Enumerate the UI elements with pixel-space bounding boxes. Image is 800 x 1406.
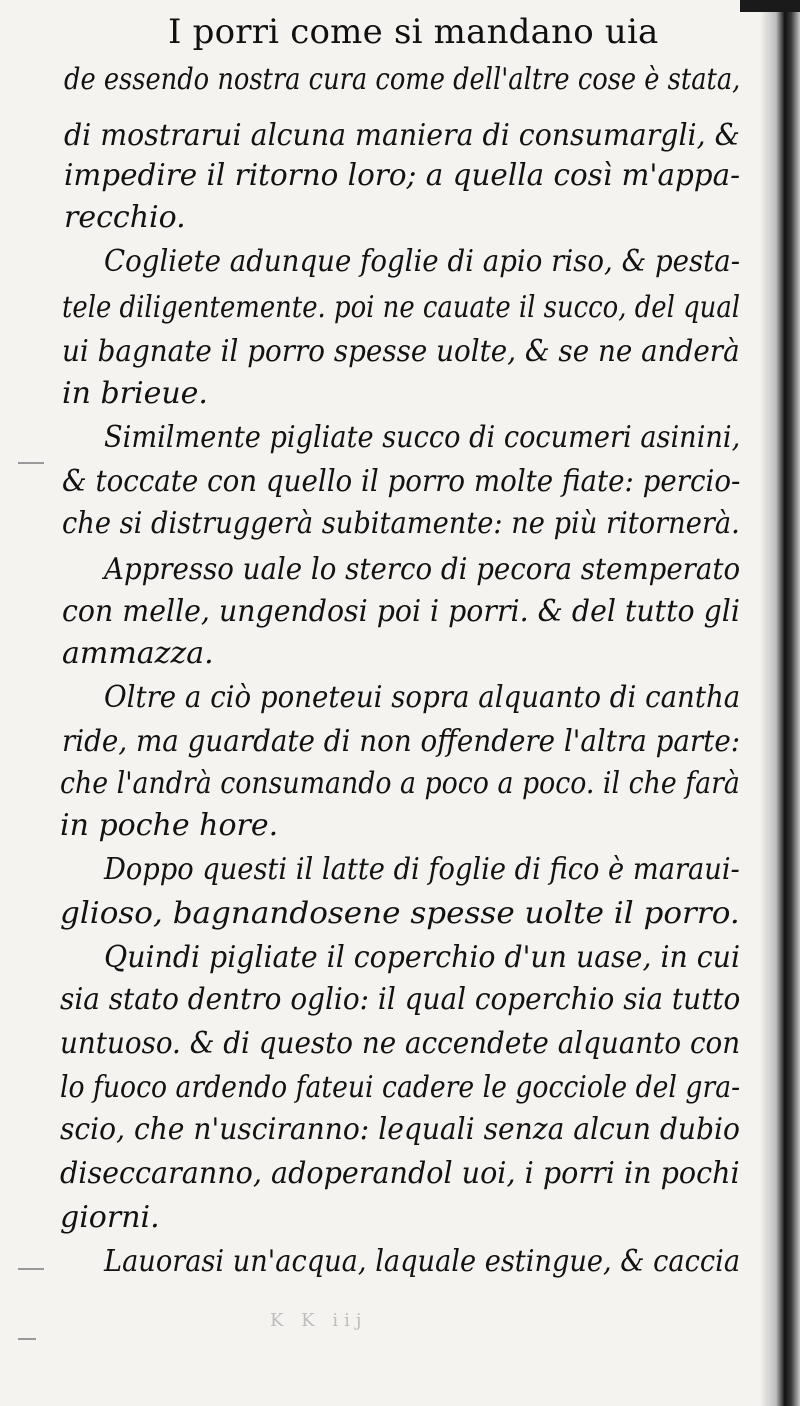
text-line: untuoso. & di questo ne accendete alquanto con: [60, 1026, 741, 1061]
text-line: in poche hore.: [60, 808, 279, 843]
text-line: & toccate con quello il porro molte fiate: percio-: [62, 464, 741, 499]
text-line: di mostrarui alcuna maniera di consumargli, &: [64, 118, 740, 153]
margin-mark: [18, 462, 44, 464]
text-line: Oltre a ciò poneteui sopra alquanto di cantha: [104, 680, 741, 715]
text-line: Doppo questi il latte di foglie di fico è maraui-: [104, 852, 740, 887]
text-line: ammazza.: [62, 636, 214, 671]
text-line: con melle, ungendosi poi i porri. & del tutto gli: [62, 594, 740, 629]
text-line: glioso, bagnandosene spesse uolte il porro.: [60, 896, 740, 931]
page-heading: I porri come si mandano uia: [168, 12, 659, 52]
page-gutter: [760, 0, 800, 1406]
signature-mark: K K iij: [270, 1310, 368, 1331]
text-line: de essendo nostra cura come dell'altre cose è stata,: [64, 62, 741, 97]
text-line: impedire il ritorno loro; a quella così m'appa-: [64, 158, 741, 193]
text-line: Quindi pigliate il coperchio d'un uase, in cui: [104, 940, 741, 975]
text-line: Cogliete adunque foglie di apio riso, & pesta-: [104, 244, 741, 279]
text-line: ui bagnate il porro spesse uolte, & se ne anderà: [62, 334, 740, 369]
text-line: recchio.: [64, 200, 186, 235]
text-line: diseccaranno, adoperandol uoi, i porri in pochi: [60, 1156, 740, 1191]
text-line: Appresso uale lo sterco di pecora stemperato: [104, 552, 741, 587]
text-line: sia stato dentro oglio: il qual coperchio sia tutto: [60, 982, 741, 1017]
text-line: che l'andrà consumando a poco a poco. il che farà: [60, 766, 740, 801]
text-line: Similmente pigliate succo di cocumeri asinini,: [104, 420, 741, 455]
text-line: tele diligentemente. poi ne cauate il succo, del qual: [62, 290, 741, 325]
margin-mark: [18, 1338, 36, 1340]
text-line: Lauorasi un'acqua, laquale estingue, & caccia: [104, 1244, 741, 1279]
margin-mark: [18, 1268, 44, 1270]
text-line: scio, che n'usciranno: lequali senza alcun dubio: [60, 1112, 740, 1147]
corner-shadow: [740, 0, 800, 12]
text-line: lo fuoco ardendo fateui cadere le gocciole del gra-: [60, 1070, 741, 1105]
text-line: ride, ma guardate di non offendere l'altra parte:: [62, 724, 741, 759]
text-line: in brieue.: [62, 376, 208, 411]
text-line: giorni.: [60, 1200, 160, 1235]
text-line: che si distruggerà subitamente: ne più ritornerà.: [62, 506, 740, 541]
